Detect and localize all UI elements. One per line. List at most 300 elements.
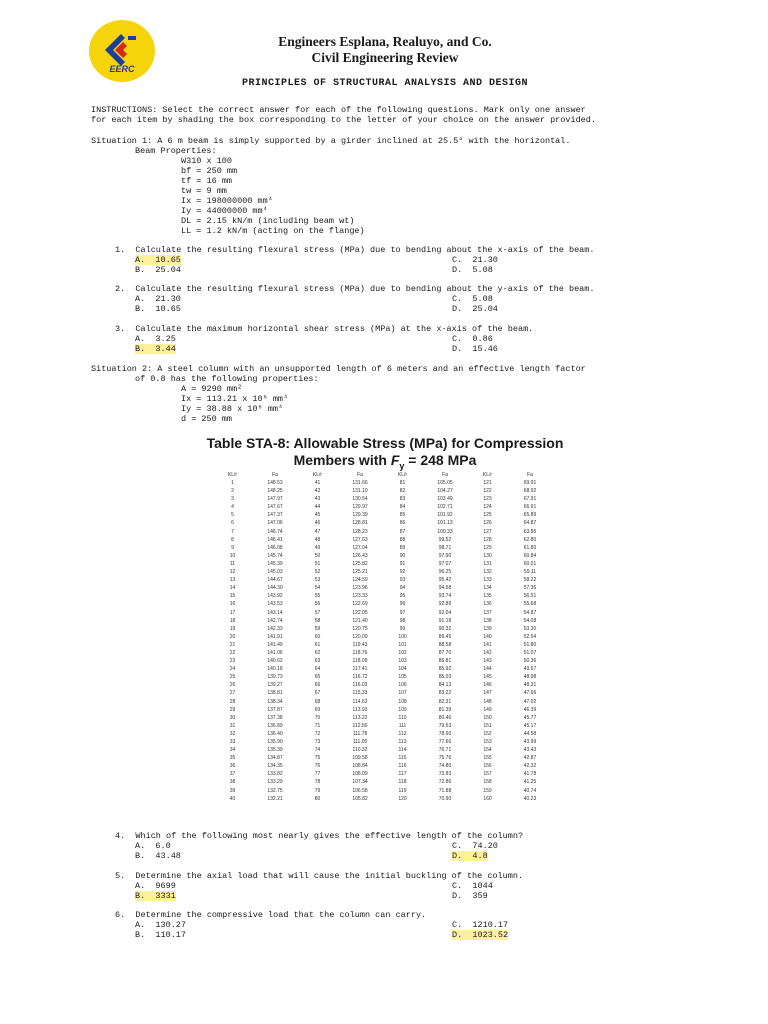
fa-cell: 42.32 — [523, 763, 537, 770]
klr-cell: 24 — [229, 666, 236, 673]
klr-cell: 153 — [483, 739, 492, 745]
fa-cell: 84.13 — [438, 682, 452, 689]
q4-choice-c[interactable]: C. 74.20 — [452, 841, 498, 851]
table-row — [214, 795, 554, 803]
question-5: 5. Determine the axial load that will cause the initial buckling of the column. — [115, 871, 524, 881]
klr-cell: 105 — [398, 674, 407, 681]
klr-cell: 42 — [314, 488, 321, 495]
fa-cell: 141.91 — [267, 633, 283, 640]
fa-cell: 120.75 — [352, 625, 368, 632]
beam-property: W310 x 100 — [181, 156, 233, 166]
table-row — [214, 617, 554, 625]
klr-cell: 56 — [314, 601, 321, 608]
klr-cell: 142 — [483, 649, 492, 656]
fa-cell: 111.05 — [352, 739, 368, 745]
klr-cell: 135 — [483, 593, 492, 600]
q3-choice-a[interactable]: A. 3.25 — [135, 334, 176, 344]
fa-cell: 72.86 — [438, 779, 452, 786]
fa-cell: 48.98 — [523, 674, 537, 681]
q2-choice-b[interactable]: B. 10.65 — [135, 304, 181, 314]
klr-cell: 75 — [314, 755, 321, 762]
column-property: Ix = 113.21 x 10⁶ mm⁴ — [181, 394, 289, 404]
fa-cell: 92.89 — [438, 601, 452, 608]
beam-property: bf = 250 mm — [181, 166, 238, 176]
klr-cell: 114 — [398, 747, 407, 754]
klr-cell: 16 — [229, 601, 236, 608]
beam-properties-heading: Beam Properties: — [135, 146, 217, 156]
klr-cell: 131 — [483, 560, 492, 567]
fa-cell: 134.87 — [267, 755, 283, 762]
q1-choice-a[interactable]: A. 10.65 — [135, 255, 181, 265]
klr-cell: 112 — [398, 730, 407, 737]
klr-cell: 52 — [314, 569, 321, 576]
col-header-fa: Fa — [442, 471, 448, 478]
fa-cell: 89.45 — [438, 633, 452, 640]
klr-cell: 67 — [314, 690, 321, 697]
q2-choice-c[interactable]: C. 5.08 — [452, 294, 493, 304]
fa-cell: 53.30 — [523, 625, 537, 632]
fa-cell: 94.58 — [438, 585, 452, 592]
fa-cell: 114.63 — [352, 698, 368, 705]
klr-cell: 81 — [399, 480, 406, 486]
fa-cell: 127.04 — [352, 544, 368, 551]
klr-cell: 71 — [314, 722, 321, 729]
fa-cell: 75.76 — [438, 755, 452, 762]
fa-cell: 110.32 — [352, 747, 368, 754]
klr-cell: 65 — [314, 674, 321, 681]
fa-cell: 124.59 — [352, 577, 368, 584]
klr-cell: 44 — [314, 504, 321, 511]
fa-cell: 51.07 — [523, 649, 537, 656]
klr-cell: 103 — [398, 658, 407, 665]
beam-property: tf = 16 mm — [181, 176, 233, 186]
beam-property: DL = 2.15 kN/m (including beam wt) — [181, 216, 355, 226]
klr-cell: 3 — [231, 496, 234, 503]
fa-cell: 148.53 — [267, 480, 283, 486]
klr-cell: 68 — [314, 698, 321, 705]
fa-cell: 68.92 — [523, 488, 537, 495]
fa-cell: 100.33 — [437, 528, 453, 535]
fa-cell: 45.17 — [523, 722, 537, 729]
fa-cell: 143.92 — [267, 593, 283, 600]
col-header-klr: KL/r — [312, 471, 323, 478]
fa-cell: 127.63 — [352, 536, 368, 543]
q6-choice-a[interactable]: A. 130.27 — [135, 920, 187, 930]
fa-cell: 137.38 — [267, 714, 283, 721]
klr-cell: 61 — [314, 641, 321, 648]
klr-cell: 146 — [483, 682, 492, 689]
klr-cell: 148 — [483, 698, 492, 705]
beam-property: tw = 9 mm — [181, 186, 227, 196]
klr-cell: 122 — [483, 488, 492, 495]
klr-cell: 110 — [398, 714, 407, 721]
klr-cell: 79 — [314, 787, 321, 794]
klr-cell: 26 — [229, 682, 236, 689]
column-property: d = 250 mm — [181, 414, 233, 424]
column-property: A = 9290 mm² — [181, 384, 243, 394]
fa-cell: 42.87 — [523, 755, 537, 762]
fa-cell: 139.73 — [267, 674, 283, 681]
klr-cell: 39 — [229, 787, 236, 794]
fa-cell: 52.54 — [523, 633, 537, 640]
klr-cell: 92 — [399, 569, 406, 576]
fa-cell: 41.25 — [523, 779, 537, 786]
fa-cell: 91.18 — [438, 617, 452, 624]
q4-choice-b[interactable]: B. 43.48 — [135, 851, 181, 861]
klr-cell: 97 — [399, 609, 406, 616]
fa-cell: 133.29 — [267, 779, 283, 786]
klr-cell: 89 — [399, 544, 406, 551]
question-3: 3. Calculate the maximum horizontal shear stress (MPa) at the x-axis of the beam. — [115, 324, 534, 334]
klr-cell: 46 — [314, 520, 321, 527]
klr-cell: 2 — [231, 488, 234, 495]
klr-cell: 101 — [398, 641, 407, 648]
table-row — [214, 568, 554, 576]
klr-cell: 156 — [483, 763, 492, 770]
klr-cell: 99 — [399, 625, 406, 632]
fa-cell: 112.50 — [352, 722, 368, 729]
klr-cell: 14 — [229, 585, 236, 592]
fa-cell: 70.90 — [438, 795, 452, 802]
klr-cell: 48 — [314, 536, 321, 543]
klr-cell: 54 — [314, 585, 321, 592]
q3-choice-d[interactable]: D. 15.46 — [452, 344, 498, 354]
klr-cell: 93 — [399, 577, 406, 584]
fa-cell: 106.58 — [352, 787, 368, 794]
klr-cell: 88 — [399, 536, 406, 543]
klr-cell: 66 — [314, 682, 321, 689]
fa-cell: 50.36 — [523, 658, 537, 665]
fa-cell: 146.08 — [267, 544, 283, 551]
fa-cell: 88.58 — [438, 641, 452, 648]
klr-cell: 150 — [483, 714, 492, 721]
fa-cell: 74.80 — [438, 763, 452, 770]
klr-cell: 133 — [483, 577, 492, 584]
fa-cell: 60.01 — [523, 560, 537, 567]
fa-cell: 141.49 — [267, 641, 283, 648]
klr-cell: 152 — [483, 730, 492, 737]
klr-cell: 53 — [314, 577, 321, 584]
fa-cell: 43.43 — [523, 747, 537, 754]
fa-cell: 44.58 — [523, 730, 537, 737]
klr-cell: 31 — [229, 722, 236, 729]
q3-choice-b[interactable]: B. 3.44 — [135, 344, 176, 354]
fa-cell: 129.39 — [352, 512, 368, 519]
fa-cell: 60.84 — [523, 552, 537, 559]
fa-cell: 129.97 — [352, 504, 368, 511]
q2-choice-a[interactable]: A. 21.30 — [135, 294, 181, 304]
fa-cell: 126.43 — [352, 552, 368, 559]
fa-cell: 77.66 — [438, 739, 452, 745]
document-title: PRINCIPLES OF STRUCTURAL ANALYSIS AND DESIGN — [241, 78, 529, 89]
klr-cell: 5 — [231, 512, 234, 519]
klr-cell: 69 — [314, 706, 321, 713]
fa-cell: 97.07 — [438, 560, 452, 567]
klr-cell: 123 — [483, 496, 492, 503]
fa-cell: 55.68 — [523, 601, 537, 608]
klr-cell: 85 — [399, 512, 406, 519]
fa-cell: 120.09 — [352, 633, 368, 640]
fa-cell: 145.03 — [267, 569, 283, 576]
klr-cell: 37 — [229, 771, 236, 778]
q2-choice-d[interactable]: D. 25.04 — [452, 304, 498, 314]
fa-cell: 58.22 — [523, 577, 537, 584]
fa-cell: 140.62 — [267, 658, 283, 665]
klr-cell: 157 — [483, 771, 492, 778]
fa-cell: 66.91 — [523, 504, 537, 511]
klr-cell: 49 — [314, 544, 321, 551]
review-name: Civil Engineering Review — [311, 50, 459, 65]
fa-cell: 123.33 — [352, 593, 368, 600]
table-row — [214, 511, 554, 519]
fa-cell: 47.66 — [523, 690, 537, 697]
klr-cell: 154 — [483, 747, 492, 754]
klr-cell: 76 — [314, 763, 321, 770]
fa-cell: 118.76 — [352, 649, 368, 656]
situation-1-intro: Situation 1: A 6 m beam is simply supported by a girder inclined at 25.5° with the horizontal. — [91, 136, 571, 146]
fa-cell: 147.06 — [267, 520, 283, 527]
q5-choice-b[interactable]: B. 3331 — [135, 891, 176, 901]
q4-choice-d[interactable]: D. 4.8 — [452, 851, 488, 861]
fa-cell: 123.96 — [352, 585, 368, 592]
fa-cell: 139.27 — [267, 682, 283, 689]
klr-cell: 108 — [398, 698, 407, 705]
klr-cell: 51 — [314, 560, 321, 567]
table-title-line-2: Members with $F_y = 248$ MPa — [293, 452, 477, 471]
fa-cell: 111.78 — [352, 730, 368, 737]
fa-cell: 113.93 — [352, 706, 368, 713]
fa-cell: 62.80 — [523, 536, 537, 543]
klr-cell: 107 — [398, 690, 407, 697]
klr-cell: 63 — [314, 658, 321, 665]
klr-cell: 59 — [314, 625, 321, 632]
fa-cell: 99.52 — [438, 536, 452, 543]
table-row — [214, 738, 554, 746]
fa-cell: 134.35 — [267, 763, 283, 770]
klr-cell: 143 — [483, 658, 492, 665]
klr-cell: 94 — [399, 585, 406, 592]
fa-cell: 85.03 — [438, 674, 452, 681]
klr-cell: 9 — [231, 544, 234, 551]
fa-cell: 109.58 — [352, 755, 368, 762]
klr-cell: 29 — [229, 706, 236, 713]
klr-cell: 32 — [229, 730, 236, 737]
column-property: Iy = 38.88 x 10⁶ mm⁴ — [181, 404, 284, 414]
fa-cell: 143.14 — [267, 609, 283, 616]
question-4: 4. Which of the following most nearly gives the effective length of the column? — [115, 831, 524, 841]
q6-choice-b[interactable]: B. 110.17 — [135, 930, 187, 940]
fa-cell: 140.18 — [267, 666, 283, 673]
klr-cell: 57 — [314, 609, 321, 616]
q6-choice-d[interactable]: D. 1023.52 — [452, 930, 509, 940]
fa-cell: 148.25 — [267, 488, 283, 495]
klr-cell: 136 — [483, 601, 492, 608]
firm-name: Engineers Esplana, Realuyo, and Co. — [278, 34, 492, 49]
fa-cell: 132.75 — [267, 787, 283, 794]
klr-cell: 126 — [483, 520, 492, 527]
klr-cell: 15 — [229, 593, 236, 600]
col-header-klr: KL/r — [482, 471, 493, 478]
table-row — [214, 584, 554, 592]
fa-cell: 135.90 — [267, 739, 283, 745]
fa-cell: 145.39 — [267, 560, 283, 567]
fa-cell: 86.81 — [438, 658, 452, 665]
fa-cell: 116.03 — [352, 682, 368, 689]
table-row — [214, 519, 554, 527]
fa-cell: 135.39 — [267, 747, 283, 754]
klr-cell: 144 — [483, 666, 492, 673]
klr-cell: 121 — [483, 480, 492, 486]
fa-cell: 102.71 — [437, 504, 453, 511]
klr-cell: 155 — [483, 755, 492, 762]
fa-cell: 131.10 — [352, 488, 368, 495]
fa-cell: 147.67 — [267, 504, 283, 511]
fa-cell: 90.32 — [438, 625, 452, 632]
table-title-line-1: Table STA-8: Allowable Stress (MPa) for Compression — [206, 435, 564, 451]
fa-cell: 81.39 — [438, 706, 452, 713]
klr-cell: 116 — [398, 763, 407, 770]
klr-cell: 60 — [314, 633, 321, 640]
col-header-fa: Fa — [272, 471, 278, 478]
company-logo — [88, 17, 156, 85]
fa-cell: 128.23 — [352, 528, 368, 535]
table-row — [214, 633, 554, 641]
klr-cell: 113 — [398, 739, 407, 745]
fa-cell: 103.49 — [437, 496, 453, 503]
q3-choice-c[interactable]: C. 0.86 — [452, 334, 493, 344]
table-row — [214, 657, 554, 665]
table-row — [214, 600, 554, 608]
klr-cell: 109 — [398, 706, 407, 713]
klr-cell: 127 — [483, 528, 492, 535]
q5-choice-d[interactable]: D. 359 — [452, 891, 488, 901]
klr-cell: 84 — [399, 504, 406, 511]
fa-cell: 145.74 — [267, 552, 283, 559]
klr-cell: 106 — [398, 682, 407, 689]
klr-cell: 1 — [231, 480, 234, 486]
fa-cell: 46.39 — [523, 706, 537, 713]
klr-cell: 18 — [229, 617, 236, 624]
fa-cell: 136.89 — [267, 722, 283, 729]
fa-cell: 125.82 — [352, 560, 368, 567]
fa-cell: 119.43 — [352, 641, 368, 648]
klr-cell: 38 — [229, 779, 236, 786]
fa-cell: 76.71 — [438, 747, 452, 754]
klr-cell: 137 — [483, 609, 492, 616]
beam-property: LL = 1.2 kN/m (acting on the flange) — [181, 226, 365, 236]
klr-cell: 77 — [314, 771, 321, 778]
fa-cell: 138.34 — [267, 698, 283, 705]
fa-cell: 83.22 — [438, 690, 452, 697]
table-row — [214, 754, 554, 762]
fa-cell: 95.42 — [438, 577, 452, 584]
fa-cell: 51.80 — [523, 641, 537, 648]
klr-cell: 62 — [314, 649, 321, 656]
klr-cell: 140 — [483, 633, 492, 640]
klr-cell: 70 — [314, 714, 321, 721]
klr-cell: 47 — [314, 528, 321, 535]
klr-cell: 20 — [229, 633, 236, 640]
q1-choice-d[interactable]: D. 5.08 — [452, 265, 493, 275]
q1-choice-b[interactable]: B. 25.04 — [135, 265, 181, 275]
table-row — [214, 536, 554, 544]
fa-cell: 101.92 — [437, 512, 453, 519]
fa-cell: 122.69 — [352, 601, 368, 608]
table-row — [214, 479, 554, 487]
klr-cell: 147 — [483, 690, 492, 697]
fa-cell: 130.54 — [352, 496, 368, 503]
q5-choice-a[interactable]: A. 9699 — [135, 881, 176, 891]
klr-cell: 111 — [398, 722, 407, 729]
table-row — [214, 706, 554, 714]
fa-cell: 147.37 — [267, 512, 283, 519]
fa-cell: 49.67 — [523, 666, 537, 673]
klr-cell: 28 — [229, 698, 236, 705]
klr-cell: 27 — [229, 690, 236, 697]
fa-cell: 97.90 — [438, 552, 452, 559]
table-row — [214, 665, 554, 673]
klr-cell: 132 — [483, 569, 492, 576]
table-row — [214, 722, 554, 730]
fa-cell: 41.78 — [523, 771, 537, 778]
fa-cell: 118.09 — [352, 658, 368, 665]
klr-cell: 22 — [229, 649, 236, 656]
fa-cell: 61.80 — [523, 544, 537, 551]
beam-property: Iy = 44000000 mm⁴ — [181, 206, 268, 216]
fa-cell: 121.40 — [352, 617, 368, 624]
col-header-klr: KL/r — [397, 471, 408, 478]
klr-cell: 19 — [229, 625, 236, 632]
fa-cell: 57.36 — [523, 585, 537, 592]
klr-cell: 102 — [398, 649, 407, 656]
fa-cell: 63.85 — [523, 528, 537, 535]
fa-cell: 45.77 — [523, 714, 537, 721]
klr-cell: 64 — [314, 666, 321, 673]
fa-cell: 43.99 — [523, 739, 537, 745]
table-row — [214, 681, 554, 689]
klr-cell: 58 — [314, 617, 321, 624]
q1-choice-c[interactable]: C. 21.30 — [452, 255, 498, 265]
beam-property: Ix = 198000000 mm⁴ — [181, 196, 273, 206]
klr-cell: 145 — [483, 674, 492, 681]
klr-cell: 30 — [229, 714, 236, 721]
col-header-fa: Fa — [357, 471, 363, 478]
fa-cell: 146.41 — [267, 536, 283, 543]
klr-cell: 141 — [483, 641, 492, 648]
fa-cell: 143.53 — [267, 601, 283, 608]
klr-cell: 43 — [314, 496, 321, 503]
fa-cell: 144.67 — [267, 577, 283, 584]
q4-choice-a[interactable]: A. 6.0 — [135, 841, 171, 851]
klr-cell: 74 — [314, 747, 321, 754]
instructions-line-2: for each item by shading the box corresponding to the letter of your choice on the answer provided. — [91, 115, 596, 125]
fa-cell: 40.23 — [523, 795, 537, 802]
q6-choice-c[interactable]: C. 1210.17 — [452, 920, 509, 930]
fa-cell: 116.72 — [352, 674, 368, 681]
klr-cell: 119 — [398, 787, 407, 794]
klr-cell: 128 — [483, 536, 492, 543]
table-row — [214, 673, 554, 681]
logo-text: EERC — [109, 64, 135, 74]
klr-cell: 78 — [314, 779, 321, 786]
klr-cell: 91 — [399, 560, 406, 567]
question-1: 1. Calculate the resulting flexural stress (MPa) due to bending about the x-axis of the beam. — [115, 245, 595, 255]
klr-cell: 7 — [231, 528, 234, 535]
table-row — [214, 689, 554, 697]
klr-cell: 12 — [229, 569, 236, 576]
q5-choice-c[interactable]: C. 1044 — [452, 881, 493, 891]
klr-cell: 104 — [398, 666, 407, 673]
